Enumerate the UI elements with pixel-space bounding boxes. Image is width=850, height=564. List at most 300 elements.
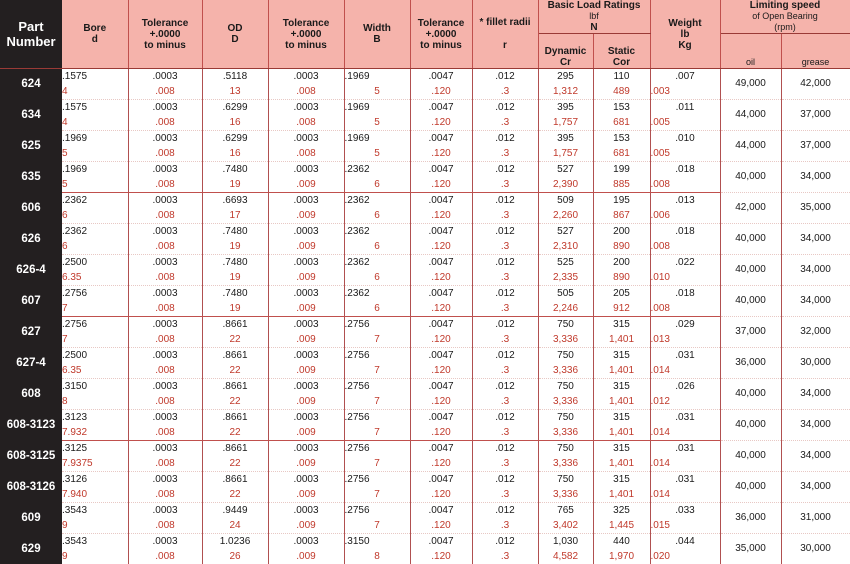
width-tolerance-imperial: .0047	[410, 100, 472, 116]
static-load-metric: 1,401	[593, 425, 650, 441]
static-load-imperial: 315	[593, 379, 650, 395]
bore-metric: 8	[62, 394, 128, 410]
bore-tolerance-imperial: .0003	[128, 348, 202, 364]
bore-tolerance-metric: .008	[128, 146, 202, 162]
weight-imperial: .022	[650, 255, 720, 271]
table-row	[0, 472, 850, 488]
fillet-radius-metric: .3	[472, 208, 538, 224]
table-row	[0, 317, 850, 333]
weight-metric: .008	[650, 301, 720, 317]
dynamic-load-metric: 3,336	[538, 425, 593, 441]
od-tolerance-metric: .009	[268, 270, 344, 286]
bore-imperial: .3543	[62, 503, 128, 519]
table-row	[0, 379, 850, 395]
bore-tolerance-metric: .008	[128, 549, 202, 564]
od-imperial: .6299	[202, 131, 268, 147]
static-load-metric: 1,401	[593, 487, 650, 503]
dynamic-load-imperial: 750	[538, 379, 593, 395]
part-number-header: Part Number	[0, 0, 62, 69]
fillet-radius-imperial: .012	[472, 193, 538, 209]
bore-tolerance-metric: .008	[128, 394, 202, 410]
od-tolerance-imperial: .0003	[268, 534, 344, 550]
width-tolerance-metric: .120	[410, 518, 472, 534]
bore-metric: 9	[62, 549, 128, 564]
static-load-imperial: 205	[593, 286, 650, 302]
table-row	[0, 255, 850, 271]
od-imperial: 1.0236	[202, 534, 268, 550]
weight-imperial: .013	[650, 193, 720, 209]
weight-imperial: .031	[650, 410, 720, 426]
width-tolerance-metric: .120	[410, 239, 472, 255]
od-metric: 22	[202, 363, 268, 379]
speed-oil-imperial: 40,000	[720, 286, 781, 317]
bore-imperial: .3126	[62, 472, 128, 488]
bore-tolerance-metric: .008	[128, 456, 202, 472]
fillet-radius-metric: .3	[472, 115, 538, 131]
od-imperial: .8661	[202, 379, 268, 395]
speed-oil-imperial: 42,000	[720, 193, 781, 224]
fillet-radius-imperial: .012	[472, 534, 538, 550]
od-tolerance-imperial: .0003	[268, 410, 344, 426]
static-load-metric: 885	[593, 177, 650, 193]
part-number: 625	[0, 131, 62, 162]
speed-grease-imperial: 30,000	[781, 348, 850, 379]
fillet-radius-imperial: .012	[472, 131, 538, 147]
fillet-radius-imperial: .012	[472, 224, 538, 240]
static-load-imperial: 315	[593, 441, 650, 457]
width-metric: 6	[344, 270, 410, 286]
width-metric: 6	[344, 239, 410, 255]
weight-header: Weight lb Kg	[650, 0, 720, 69]
part-number: 635	[0, 162, 62, 193]
width-tolerance-imperial: .0047	[410, 286, 472, 302]
bore-tolerance-imperial: .0003	[128, 441, 202, 457]
width-metric: 7	[344, 456, 410, 472]
weight-imperial: .010	[650, 131, 720, 147]
speed-oil-imperial: 35,000	[720, 534, 781, 564]
static-load-metric: 890	[593, 239, 650, 255]
bore-imperial: .1969	[62, 162, 128, 178]
width-imperial: .3150	[344, 534, 410, 550]
od-metric: 22	[202, 425, 268, 441]
speed-oil-imperial: 36,000	[720, 503, 781, 534]
bore-metric: 5	[62, 146, 128, 162]
width-metric: 6	[344, 301, 410, 317]
od-metric: 26	[202, 549, 268, 564]
od-tolerance-metric: .009	[268, 332, 344, 348]
od-metric: 24	[202, 518, 268, 534]
fillet-radius-imperial: .012	[472, 348, 538, 364]
od-tolerance-metric: .009	[268, 456, 344, 472]
od-tolerance-metric: .009	[268, 177, 344, 193]
speed-grease-imperial: 31,000	[781, 503, 850, 534]
dynamic-load-metric: 3,402	[538, 518, 593, 534]
weight-metric: .005	[650, 115, 720, 131]
width-metric: 7	[344, 394, 410, 410]
bore-metric: 9	[62, 518, 128, 534]
weight-metric: .005	[650, 146, 720, 162]
weight-metric: .014	[650, 456, 720, 472]
weight-imperial: .031	[650, 441, 720, 457]
dynamic-load-imperial: 395	[538, 100, 593, 116]
od-tolerance-imperial: .0003	[268, 379, 344, 395]
static-load-metric: 681	[593, 115, 650, 131]
od-tolerance-imperial: .0003	[268, 224, 344, 240]
od-tolerance-metric: .008	[268, 115, 344, 131]
od-header: OD D	[202, 0, 268, 69]
fillet-radius-metric: .3	[472, 332, 538, 348]
fillet-radius-metric: .3	[472, 84, 538, 100]
speed-oil-imperial: 40,000	[720, 162, 781, 193]
od-tolerance-metric: .009	[268, 363, 344, 379]
fillet-radius-metric: .3	[472, 549, 538, 564]
fillet-radius-metric: .3	[472, 487, 538, 503]
bore-metric: 7.9375	[62, 456, 128, 472]
width-tolerance-metric: .120	[410, 487, 472, 503]
table-row	[0, 100, 850, 116]
od-tolerance-metric: .009	[268, 301, 344, 317]
dynamic-load-metric: 1,757	[538, 115, 593, 131]
static-load-imperial: 200	[593, 224, 650, 240]
weight-imperial: .031	[650, 472, 720, 488]
dynamic-load-metric: 3,336	[538, 487, 593, 503]
width-imperial: .2362	[344, 286, 410, 302]
fillet-radius-imperial: .012	[472, 100, 538, 116]
od-tolerance-header: Tolerance +.0000 to minus	[268, 0, 344, 69]
limiting-speed-group-header: Limiting speed of Open Bearing (rpm)	[720, 0, 850, 34]
od-metric: 16	[202, 146, 268, 162]
bore-tolerance-imperial: .0003	[128, 162, 202, 178]
width-metric: 5	[344, 115, 410, 131]
static-load-metric: 1,401	[593, 363, 650, 379]
od-metric: 17	[202, 208, 268, 224]
speed-grease-imperial: 32,000	[781, 317, 850, 348]
part-number: 626	[0, 224, 62, 255]
width-metric: 7	[344, 518, 410, 534]
speed-grease-imperial: 34,000	[781, 441, 850, 472]
bore-tolerance-metric: .008	[128, 84, 202, 100]
fillet-radius-metric: .3	[472, 394, 538, 410]
bore-tolerance-metric: .008	[128, 177, 202, 193]
bore-tolerance-imperial: .0003	[128, 286, 202, 302]
static-load-imperial: 315	[593, 410, 650, 426]
static-load-imperial: 153	[593, 100, 650, 116]
fillet-radius-metric: .3	[472, 239, 538, 255]
fillet-radius-imperial: .012	[472, 162, 538, 178]
static-load-imperial: 153	[593, 131, 650, 147]
bore-tolerance-imperial: .0003	[128, 534, 202, 550]
part-number: 608-3123	[0, 410, 62, 441]
dynamic-load-imperial: 750	[538, 410, 593, 426]
speed-oil-imperial: 40,000	[720, 255, 781, 286]
fillet-radius-metric: .3	[472, 456, 538, 472]
width-tolerance-metric: .120	[410, 146, 472, 162]
bore-imperial: .1969	[62, 131, 128, 147]
speed-grease-imperial: 34,000	[781, 286, 850, 317]
weight-metric: .006	[650, 208, 720, 224]
dynamic-load-imperial: 765	[538, 503, 593, 519]
static-load-imperial: 315	[593, 348, 650, 364]
weight-metric: .013	[650, 332, 720, 348]
weight-imperial: .031	[650, 348, 720, 364]
bore-imperial: .1575	[62, 69, 128, 85]
width-tolerance-metric: .120	[410, 456, 472, 472]
static-load-metric: 867	[593, 208, 650, 224]
bore-metric: 7.932	[62, 425, 128, 441]
od-tolerance-imperial: .0003	[268, 317, 344, 333]
od-metric: 22	[202, 487, 268, 503]
width-tolerance-metric: .120	[410, 332, 472, 348]
speed-oil-imperial: 37,000	[720, 317, 781, 348]
width-imperial: .2756	[344, 441, 410, 457]
od-tolerance-imperial: .0003	[268, 162, 344, 178]
od-imperial: .6299	[202, 100, 268, 116]
bore-imperial: .2500	[62, 348, 128, 364]
fillet-radius-imperial: .012	[472, 410, 538, 426]
static-load-imperial: 110	[593, 69, 650, 85]
static-load-imperial: 440	[593, 534, 650, 550]
speed-grease-imperial: 34,000	[781, 162, 850, 193]
od-metric: 19	[202, 239, 268, 255]
speed-oil-imperial: 44,000	[720, 100, 781, 131]
grease-header: grease	[781, 34, 850, 69]
bore-tolerance-metric: .008	[128, 301, 202, 317]
weight-metric: .015	[650, 518, 720, 534]
static-load-imperial: 315	[593, 317, 650, 333]
weight-imperial: .018	[650, 286, 720, 302]
dynamic-load-imperial: 505	[538, 286, 593, 302]
bore-tolerance-header: Tolerance +.0000 to minus	[128, 0, 202, 69]
fillet-radius-metric: .3	[472, 177, 538, 193]
table-row	[0, 410, 850, 426]
oil-header: oil	[720, 34, 781, 69]
width-tolerance-imperial: .0047	[410, 534, 472, 550]
part-number: 608	[0, 379, 62, 410]
speed-oil-imperial: 40,000	[720, 441, 781, 472]
part-number: 627-4	[0, 348, 62, 379]
bore-tolerance-metric: .008	[128, 363, 202, 379]
table-row	[0, 503, 850, 519]
width-imperial: .2756	[344, 317, 410, 333]
dynamic-load-imperial: 525	[538, 255, 593, 271]
static-load-metric: 1,401	[593, 394, 650, 410]
dynamic-load-metric: 3,336	[538, 363, 593, 379]
table-row	[0, 534, 850, 550]
weight-imperial: .018	[650, 224, 720, 240]
width-tolerance-metric: .120	[410, 177, 472, 193]
fillet-radius-metric: .3	[472, 270, 538, 286]
weight-imperial: .018	[650, 162, 720, 178]
od-imperial: .7480	[202, 255, 268, 271]
speed-grease-imperial: 30,000	[781, 534, 850, 564]
od-imperial: .7480	[202, 286, 268, 302]
load-ratings-group-header: Basic Load Ratings lbf N	[538, 0, 650, 34]
weight-metric: .014	[650, 363, 720, 379]
bore-tolerance-metric: .008	[128, 332, 202, 348]
bore-imperial: .3150	[62, 379, 128, 395]
bore-header: Bore d	[62, 0, 128, 69]
od-imperial: .8661	[202, 348, 268, 364]
width-imperial: .2362	[344, 162, 410, 178]
bore-tolerance-metric: .008	[128, 115, 202, 131]
dynamic-load-metric: 1,757	[538, 146, 593, 162]
weight-metric: .003	[650, 84, 720, 100]
fillet-radius-imperial: .012	[472, 503, 538, 519]
width-tolerance-metric: .120	[410, 363, 472, 379]
od-tolerance-imperial: .0003	[268, 255, 344, 271]
static-load-metric: 681	[593, 146, 650, 162]
fillet-radii-header: * fillet radii r	[472, 0, 538, 69]
od-tolerance-metric: .009	[268, 518, 344, 534]
bore-metric: 6.35	[62, 270, 128, 286]
od-metric: 13	[202, 84, 268, 100]
part-number: 629	[0, 534, 62, 564]
width-metric: 8	[344, 549, 410, 564]
dynamic-load-imperial: 527	[538, 162, 593, 178]
width-imperial: .2362	[344, 193, 410, 209]
static-load-imperial: 200	[593, 255, 650, 271]
part-number: 609	[0, 503, 62, 534]
od-metric: 22	[202, 456, 268, 472]
dynamic-load-metric: 2,260	[538, 208, 593, 224]
od-tolerance-metric: .009	[268, 394, 344, 410]
dynamic-load-imperial: 750	[538, 348, 593, 364]
width-imperial: .1969	[344, 131, 410, 147]
speed-oil-imperial: 49,000	[720, 69, 781, 100]
od-tolerance-imperial: .0003	[268, 441, 344, 457]
width-tolerance-metric: .120	[410, 270, 472, 286]
bore-imperial: .2756	[62, 317, 128, 333]
bore-tolerance-metric: .008	[128, 487, 202, 503]
width-imperial: .2756	[344, 410, 410, 426]
part-number: 634	[0, 100, 62, 131]
bore-imperial: .3125	[62, 441, 128, 457]
part-number: 608-3126	[0, 472, 62, 503]
dynamic-load-imperial: 509	[538, 193, 593, 209]
od-metric: 19	[202, 270, 268, 286]
static-load-imperial: 199	[593, 162, 650, 178]
bearing-table-body	[0, 69, 850, 564]
static-load-imperial: 315	[593, 472, 650, 488]
dynamic-load-metric: 4,582	[538, 549, 593, 564]
bore-tolerance-imperial: .0003	[128, 100, 202, 116]
table-row	[0, 286, 850, 302]
part-number: 624	[0, 69, 62, 100]
width-tolerance-imperial: .0047	[410, 503, 472, 519]
bore-tolerance-imperial: .0003	[128, 410, 202, 426]
width-tolerance-imperial: .0047	[410, 410, 472, 426]
speed-grease-imperial: 34,000	[781, 255, 850, 286]
bore-tolerance-imperial: .0003	[128, 193, 202, 209]
weight-imperial: .044	[650, 534, 720, 550]
fillet-radius-metric: .3	[472, 425, 538, 441]
static-load-metric: 912	[593, 301, 650, 317]
bore-imperial: .2362	[62, 224, 128, 240]
speed-grease-imperial: 35,000	[781, 193, 850, 224]
bore-metric: 6.35	[62, 363, 128, 379]
bore-metric: 4	[62, 115, 128, 131]
dynamic-load-metric: 3,336	[538, 394, 593, 410]
width-imperial: .2362	[344, 224, 410, 240]
speed-oil-imperial: 40,000	[720, 472, 781, 503]
od-imperial: .7480	[202, 224, 268, 240]
bore-tolerance-metric: .008	[128, 239, 202, 255]
width-imperial: .1969	[344, 69, 410, 85]
width-metric: 6	[344, 177, 410, 193]
dynamic-header: Dynamic Cr	[538, 34, 593, 69]
od-metric: 19	[202, 301, 268, 317]
part-number: 626-4	[0, 255, 62, 286]
weight-metric: .014	[650, 425, 720, 441]
width-tolerance-metric: .120	[410, 208, 472, 224]
od-tolerance-metric: .008	[268, 84, 344, 100]
od-tolerance-metric: .009	[268, 208, 344, 224]
od-imperial: .9449	[202, 503, 268, 519]
weight-metric: .020	[650, 549, 720, 564]
width-tolerance-metric: .120	[410, 301, 472, 317]
od-tolerance-imperial: .0003	[268, 69, 344, 85]
width-header: Width B	[344, 0, 410, 69]
dynamic-load-metric: 3,336	[538, 456, 593, 472]
od-tolerance-imperial: .0003	[268, 348, 344, 364]
bore-imperial: .3123	[62, 410, 128, 426]
weight-metric: .010	[650, 270, 720, 286]
bore-imperial: .3543	[62, 534, 128, 550]
speed-grease-imperial: 34,000	[781, 472, 850, 503]
fillet-radius-imperial: .012	[472, 472, 538, 488]
weight-imperial: .011	[650, 100, 720, 116]
speed-oil-imperial: 40,000	[720, 224, 781, 255]
dynamic-load-metric: 2,246	[538, 301, 593, 317]
speed-oil-imperial: 40,000	[720, 410, 781, 441]
dynamic-load-imperial: 295	[538, 69, 593, 85]
width-metric: 7	[344, 332, 410, 348]
bore-metric: 6	[62, 239, 128, 255]
bore-metric: 6	[62, 208, 128, 224]
table-row	[0, 69, 850, 85]
speed-oil-imperial: 44,000	[720, 131, 781, 162]
bore-metric: 5	[62, 177, 128, 193]
speed-grease-imperial: 34,000	[781, 379, 850, 410]
part-number: 607	[0, 286, 62, 317]
part-number: 608-3125	[0, 441, 62, 472]
bore-metric: 4	[62, 84, 128, 100]
width-tolerance-header: Tolerance +.0000 to minus	[410, 0, 472, 69]
speed-oil-imperial: 36,000	[720, 348, 781, 379]
width-metric: 7	[344, 363, 410, 379]
od-imperial: .5118	[202, 69, 268, 85]
table-row	[0, 441, 850, 457]
width-tolerance-imperial: .0047	[410, 255, 472, 271]
bore-tolerance-imperial: .0003	[128, 224, 202, 240]
bore-tolerance-metric: .008	[128, 518, 202, 534]
width-tolerance-metric: .120	[410, 394, 472, 410]
fillet-radius-metric: .3	[472, 518, 538, 534]
od-imperial: .8661	[202, 317, 268, 333]
bore-tolerance-imperial: .0003	[128, 131, 202, 147]
od-tolerance-imperial: .0003	[268, 286, 344, 302]
width-tolerance-metric: .120	[410, 425, 472, 441]
bore-tolerance-imperial: .0003	[128, 69, 202, 85]
width-metric: 5	[344, 146, 410, 162]
width-tolerance-imperial: .0047	[410, 348, 472, 364]
od-tolerance-metric: .009	[268, 239, 344, 255]
table-row	[0, 348, 850, 364]
bore-tolerance-imperial: .0003	[128, 255, 202, 271]
width-tolerance-metric: .120	[410, 115, 472, 131]
bore-tolerance-metric: .008	[128, 208, 202, 224]
dynamic-load-metric: 2,310	[538, 239, 593, 255]
